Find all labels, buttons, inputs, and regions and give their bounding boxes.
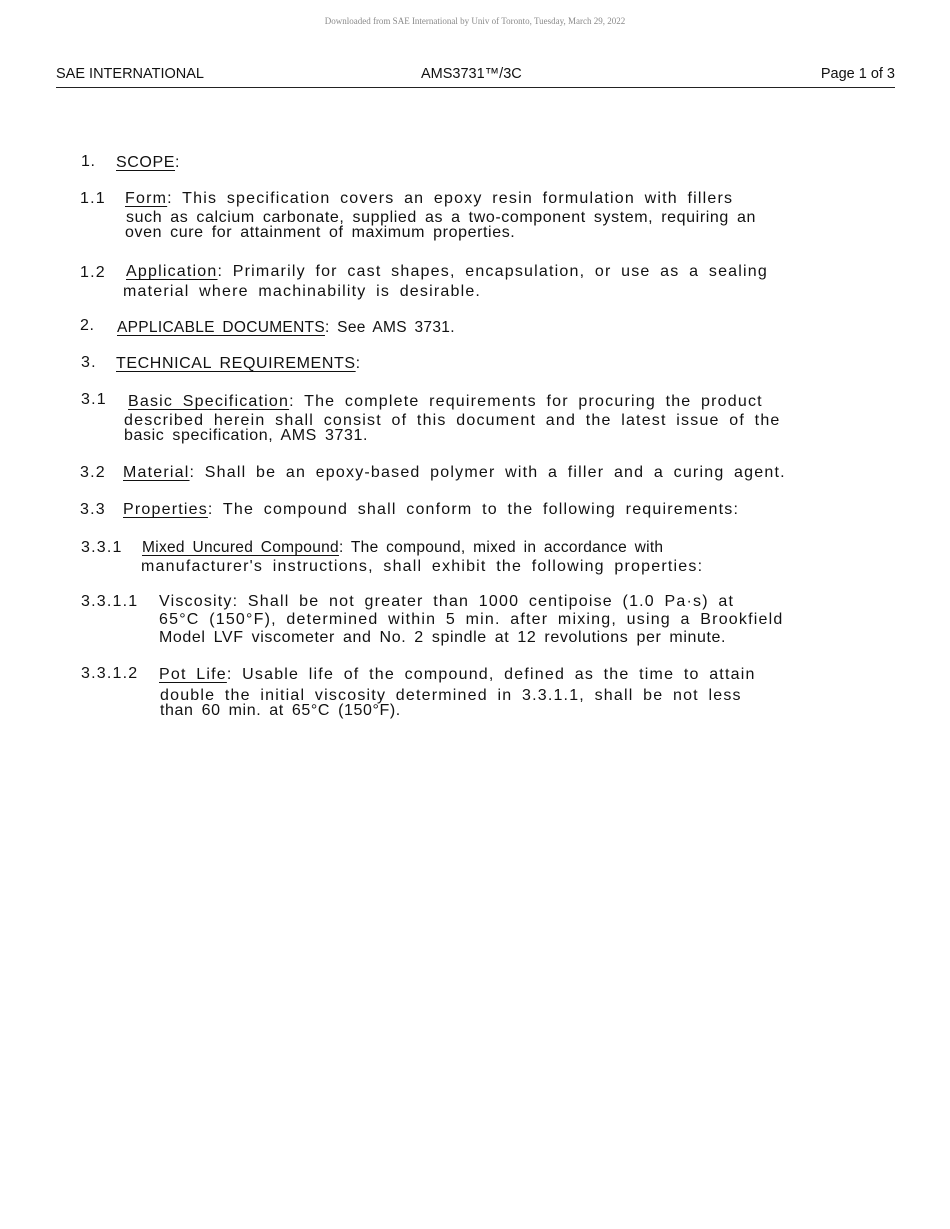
heading-colon: : xyxy=(355,355,361,372)
section-number: 1.1 xyxy=(80,190,106,207)
paragraph-line-1 xyxy=(123,464,786,482)
section-title: TECHNICAL REQUIREMENTS xyxy=(116,355,356,372)
paragraph-line-2: double the initial viscosity determined in 3.3.1.1, shall be not less xyxy=(160,687,742,704)
section-number: 2. xyxy=(80,317,95,334)
section-title: Mixed Uncured Compound xyxy=(142,539,339,556)
paragraph-line-1 xyxy=(159,666,756,684)
paragraph-text: : Usable life of the compound, defined as the time to attain xyxy=(226,666,756,683)
section-title: Form xyxy=(125,190,168,207)
section-number: 3.3.1.2 xyxy=(81,665,139,682)
paragraph-line-3: Model LVF viscometer and No. 2 spindle at 12 revolutions per minute. xyxy=(159,629,727,646)
section-number: 3. xyxy=(81,354,97,371)
section-title: Application xyxy=(126,263,218,280)
section-title: Properties xyxy=(123,501,208,518)
paragraph-text: : The complete requirements for procuring the product xyxy=(289,393,763,410)
section-number: 3.1 xyxy=(81,391,107,408)
section-number: 1.2 xyxy=(80,264,106,281)
paragraph-line-1 xyxy=(142,539,663,557)
paragraph-text: : See AMS 3731. xyxy=(324,319,455,336)
page-header xyxy=(56,66,895,88)
section-number: 3.3.1 xyxy=(81,539,123,556)
download-watermark: Downloaded from SAE International by Univ of Toronto, Tuesday, March 29, 2022 xyxy=(324,16,626,26)
paragraph-line-2: such as calcium carbonate, supplied as a two-component system, requiring an xyxy=(126,209,756,226)
section-title: APPLICABLE DOCUMENTS xyxy=(117,319,325,336)
paragraph-line-1 xyxy=(126,263,768,281)
paragraph-line-2: material where machinability is desirable. xyxy=(123,283,482,300)
paragraph-line-1 xyxy=(123,501,739,519)
section-number: 3.3.1.1 xyxy=(81,593,139,610)
header-organization: SAE INTERNATIONAL xyxy=(56,66,204,82)
paragraph-line-1: Viscosity: Shall be not greater than 1000 centipoise (1.0 Pa·s) at xyxy=(159,593,735,610)
section-heading xyxy=(116,355,361,373)
section-title: Pot Life xyxy=(159,666,227,683)
section-number: 1. xyxy=(81,153,96,170)
paragraph-line-1 xyxy=(125,190,733,208)
paragraph-line-3: oven cure for attainment of maximum properties. xyxy=(125,224,516,241)
paragraph-line-3: than 60 min. at 65°C (150°F). xyxy=(160,702,401,719)
heading-colon: : xyxy=(175,154,181,171)
paragraph-line-1 xyxy=(117,319,455,337)
paragraph-line-2: described herein shall consist of this document and the latest issue of the xyxy=(124,412,781,429)
section-number: 3.2 xyxy=(80,464,106,481)
section-heading xyxy=(116,154,180,172)
section-title: Basic Specification xyxy=(128,393,290,410)
paragraph-text: : Shall be an epoxy-based polymer with a filler and a curing agent. xyxy=(189,464,786,481)
section-title: Material xyxy=(123,464,190,481)
paragraph-line-3: basic specification, AMS 3731. xyxy=(124,427,369,444)
paragraph-line-1 xyxy=(128,393,763,411)
paragraph-line-2: manufacturer's instructions, shall exhibit the following properties: xyxy=(141,558,704,575)
section-title: SCOPE xyxy=(116,154,176,171)
paragraph-text: : Primarily for cast shapes, encapsulation, or use as a sealing xyxy=(217,263,768,280)
paragraph-line-2: 65°C (150°F), determined within 5 min. after mixing, using a Brookfield xyxy=(159,611,784,628)
header-document-number: AMS3731™/3C xyxy=(421,66,522,82)
section-number: 3.3 xyxy=(80,501,106,518)
header-page-number: Page 1 of 3 xyxy=(820,66,895,82)
paragraph-text: : This specification covers an epoxy resin formulation with fillers xyxy=(167,190,734,207)
paragraph-text: : The compound, mixed in accordance with xyxy=(338,539,664,556)
paragraph-text: : The compound shall conform to the following requirements: xyxy=(207,501,740,518)
